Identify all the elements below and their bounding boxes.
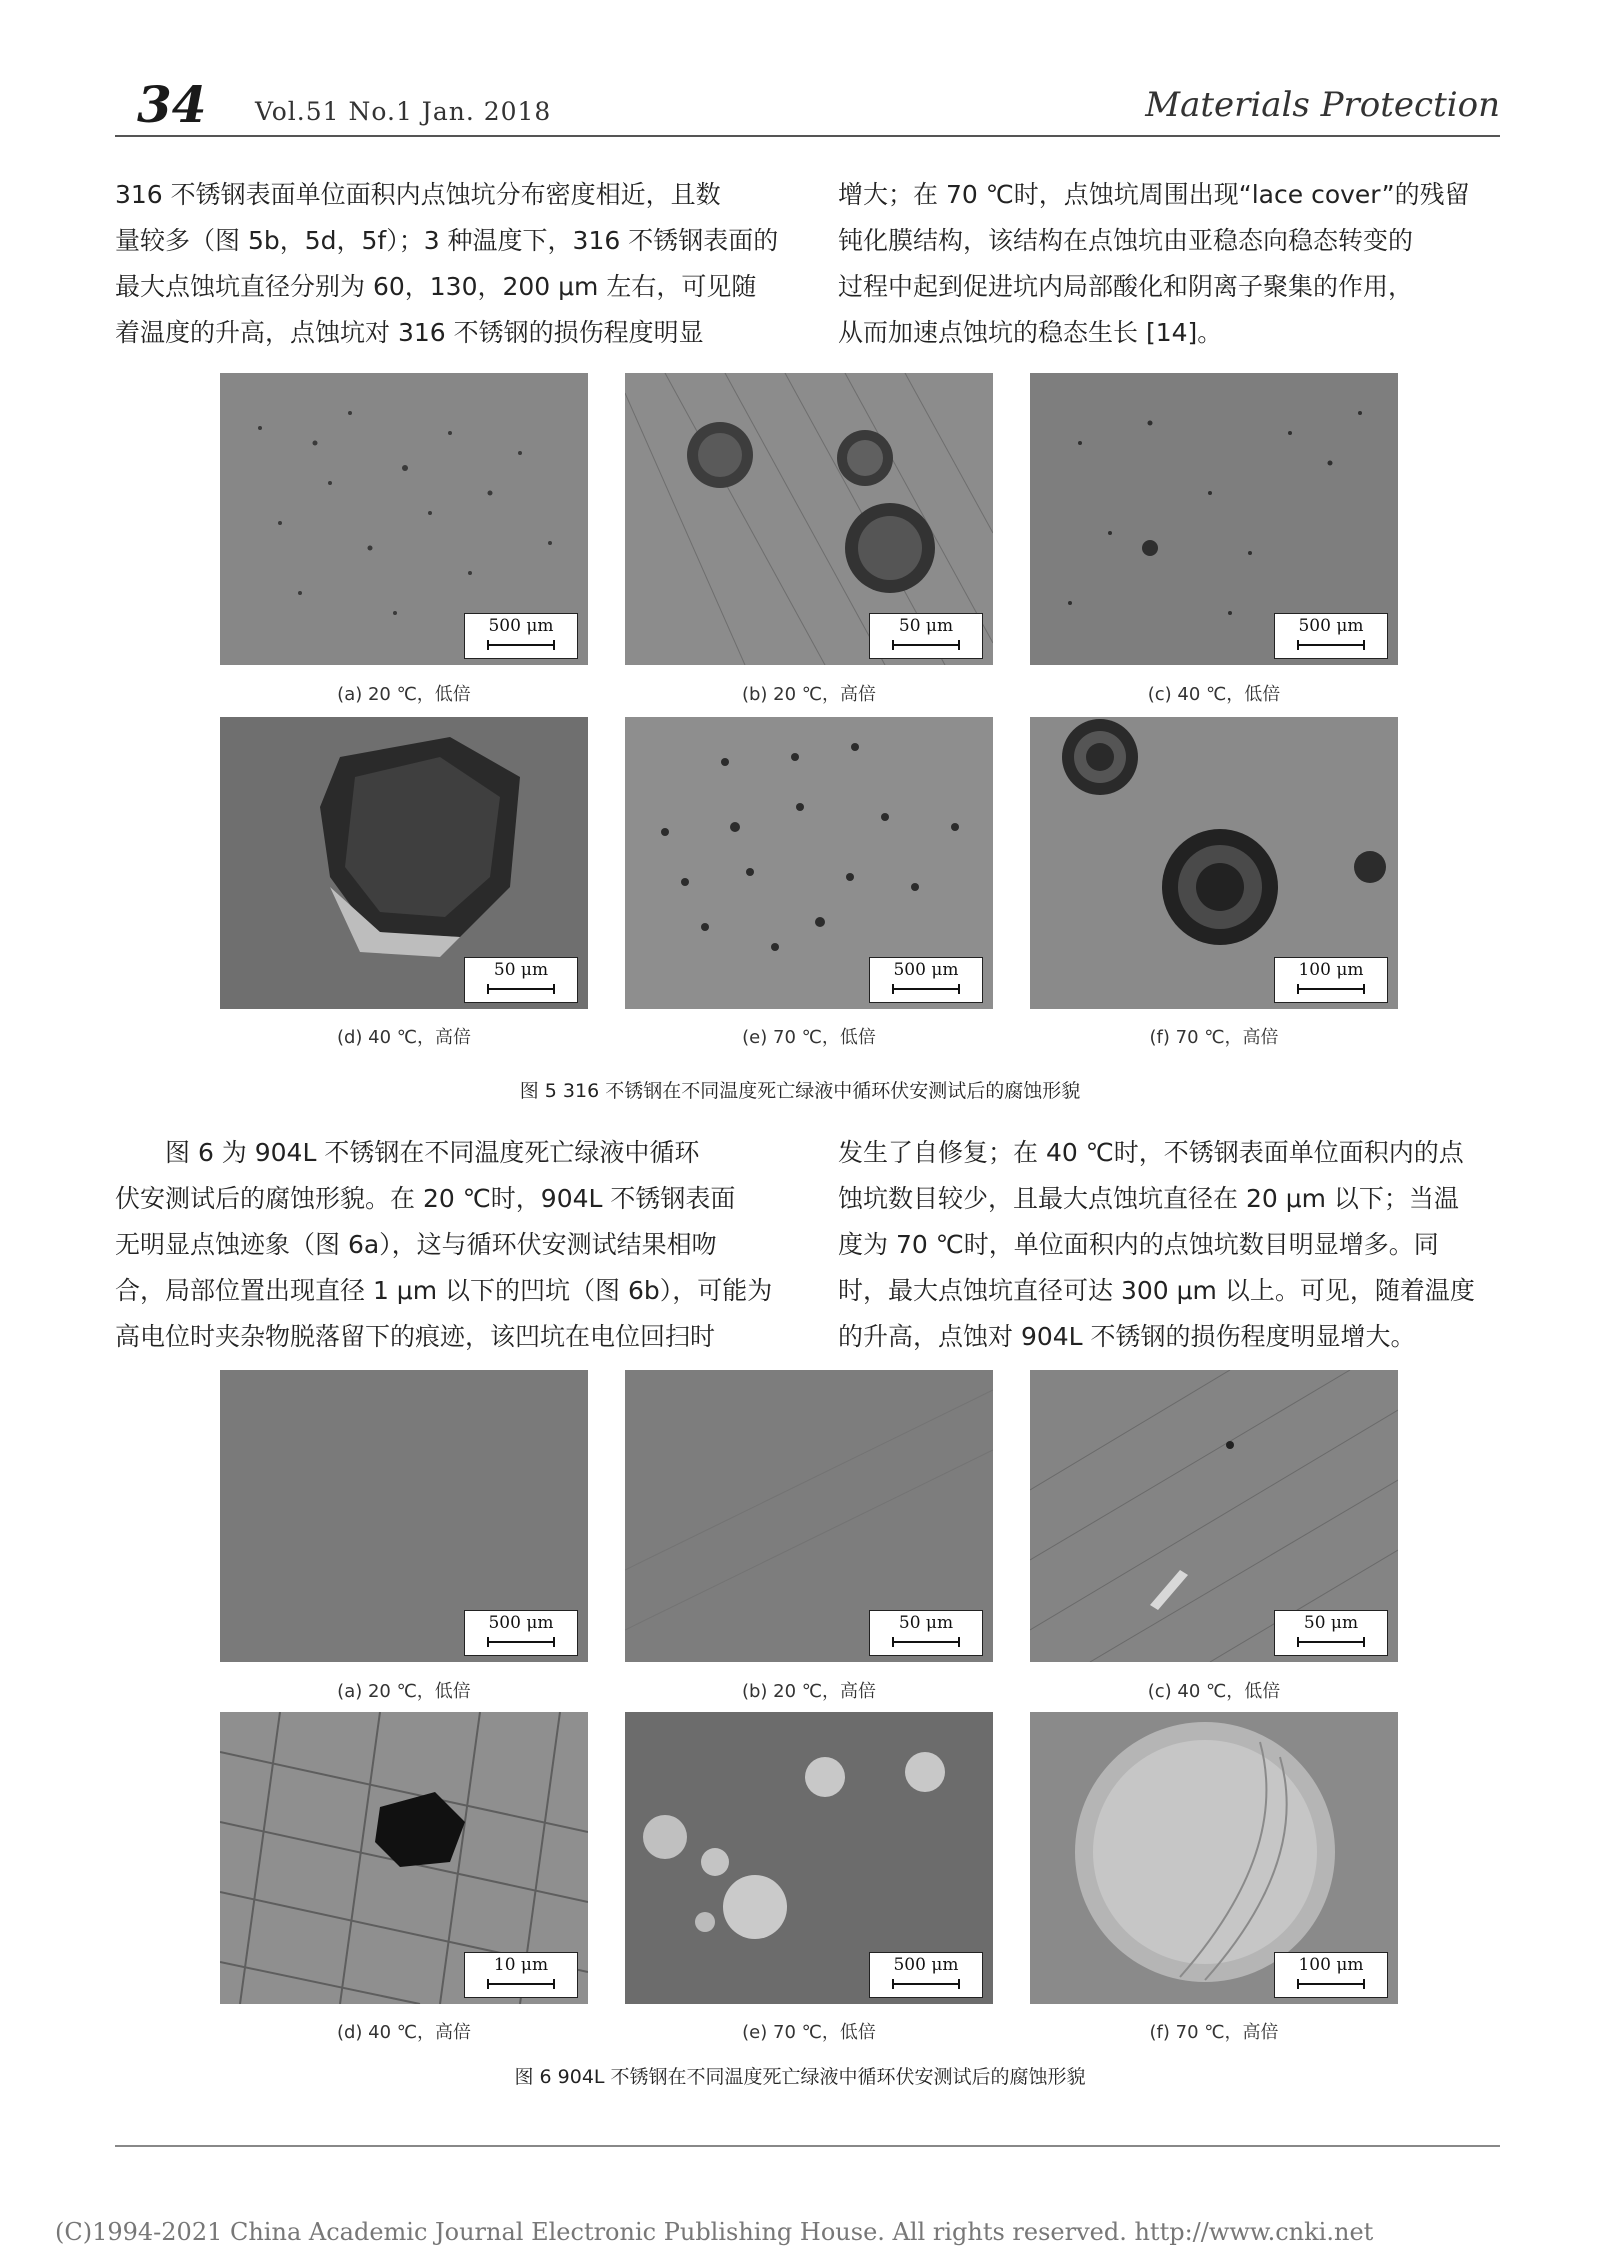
text-line: 最大点蚀坑直径分别为 60，130，200 μm 左右，可见随 [115,272,757,301]
text-line: 增大；在 70 ℃时，点蚀坑周围出现“lace cover”的残留 [838,180,1470,209]
subfigure-caption: (d) 40 ℃，高倍 [336,2022,472,2043]
scale-bar [464,613,578,659]
text-line: 时，最大点蚀坑直径可达 300 μm 以上。可见，随着温度 [838,1276,1475,1305]
scale-bar [869,957,983,1003]
sem-image-5e [625,717,993,1009]
text-line: 钝化膜结构，该结构在点蚀坑由亚稳态向稳态转变的 [838,226,1414,255]
journal-name: Materials Protection [1145,85,1500,125]
scale-bar [1274,957,1388,1003]
scale-bar [464,1952,578,1998]
scale-label: 500 μm [893,1955,959,1975]
scale-label: 500 μm [1298,616,1364,636]
text-column-mid-left [115,1130,780,1360]
scale-label: 100 μm [1298,1955,1364,1975]
page-number: 34 [137,75,207,134]
subfigure-caption: (b) 20 ℃，高倍 [741,1681,877,1702]
subfigure-caption: (c) 40 ℃，低倍 [1147,684,1281,705]
sem-image-6b [625,1370,993,1662]
scale-bar [1274,1952,1388,1998]
footer-rule [115,2145,1500,2147]
text-line: 从而加速点蚀坑的稳态生长 [14]。 [838,318,1223,347]
subfigure-caption: (f) 70 ℃，高倍 [1149,1027,1279,1048]
sem-image-6d [220,1712,588,2004]
text-column-top-right [838,172,1500,356]
page-header [115,75,1500,135]
subfigure-caption: (e) 70 ℃，低倍 [742,1027,876,1048]
scale-label: 50 μm [898,616,954,636]
sem-image-5b [625,373,993,665]
text-line: 伏安测试后的腐蚀形貌。在 20 ℃时，904L 不锈钢表面 [115,1184,736,1213]
sem-image-6e [625,1712,993,2004]
text-line: 无明显点蚀迹象（图 6a），这与循环伏安测试结果相吻 [115,1230,717,1259]
text-line: 度为 70 ℃时，单位面积内的点蚀坑数目明显增多。同 [838,1230,1439,1259]
subfigure-caption: (b) 20 ℃，高倍 [741,684,877,705]
sem-image-5f [1030,717,1398,1009]
scale-bar [869,613,983,659]
sem-image-6c [1030,1370,1398,1662]
scale-bar [464,957,578,1003]
scale-label: 500 μm [488,616,554,636]
scale-label: 500 μm [893,960,959,980]
scale-bar [1274,1610,1388,1656]
text-line: 图 6 为 904L 不锈钢在不同温度死亡绿液中循环 [165,1138,700,1167]
sem-image-5c [1030,373,1398,665]
scale-bar [464,1610,578,1656]
text-line: 量较多（图 5b，5d，5f）；3 种温度下，316 不锈钢表面的 [115,226,779,255]
figure-caption: 图 5 316 不锈钢在不同温度死亡绿液中循环伏安测试后的腐蚀形貌 [519,1080,1081,1102]
scale-label: 50 μm [1303,1613,1359,1633]
text-line: 过程中起到促进坑内局部酸化和阴离子聚集的作用， [838,272,1414,301]
subfigure-caption: (c) 40 ℃，低倍 [1147,1681,1281,1702]
text-line: 高电位时夹杂物脱落留下的痕迹，该凹坑在电位回扫时 [115,1322,716,1351]
subfigure-caption: (d) 40 ℃，高倍 [336,1027,472,1048]
header-rule [115,135,1500,137]
subfigure-caption: (a) 20 ℃，低倍 [337,684,471,705]
text-line: 着温度的升高，点蚀坑对 316 不锈钢的损伤程度明显 [115,318,704,347]
text-line: 蚀坑数目较少，且最大点蚀坑直径在 20 μm 以下；当温 [838,1184,1459,1213]
sem-image-6f [1030,1712,1398,2004]
text-column-top-left [115,172,780,356]
text-line: 发生了自修复；在 40 ℃时，不锈钢表面单位面积内的点 [838,1138,1464,1167]
sem-image-6a [220,1370,588,1662]
scale-label: 10 μm [493,1955,549,1975]
subfigure-caption: (a) 20 ℃，低倍 [337,1681,471,1702]
scale-label: 50 μm [898,1613,954,1633]
scale-label: 100 μm [1298,960,1364,980]
text-column-mid-right [838,1130,1500,1360]
subfigure-caption: (f) 70 ℃，高倍 [1149,2022,1279,2043]
text-line: 的升高，点蚀对 904L 不锈钢的损伤程度明显增大。 [838,1322,1416,1351]
sem-image-5a [220,373,588,665]
copyright-footer: (C)1994-2021 China Academic Journal Electronic Publishing House. All rights reserved. http://www.cnki.net [55,2218,1374,2246]
text-line: 合，局部位置出现直径 1 μm 以下的凹坑（图 6b），可能为 [115,1276,773,1305]
text-line: 316 不锈钢表面单位面积内点蚀坑分布密度相近，且数 [115,180,721,209]
subfigure-caption: (e) 70 ℃，低倍 [742,2022,876,2043]
scale-label: 500 μm [488,1613,554,1633]
scale-bar [869,1952,983,1998]
sem-image-5d [220,717,588,1009]
scale-bar [869,1610,983,1656]
volume-info: Vol.51 No.1 Jan. 2018 [255,97,552,126]
scale-label: 50 μm [493,960,549,980]
figure-caption: 图 6 904L 不锈钢在不同温度死亡绿液中循环伏安测试后的腐蚀形貌 [514,2066,1086,2088]
scale-bar [1274,613,1388,659]
